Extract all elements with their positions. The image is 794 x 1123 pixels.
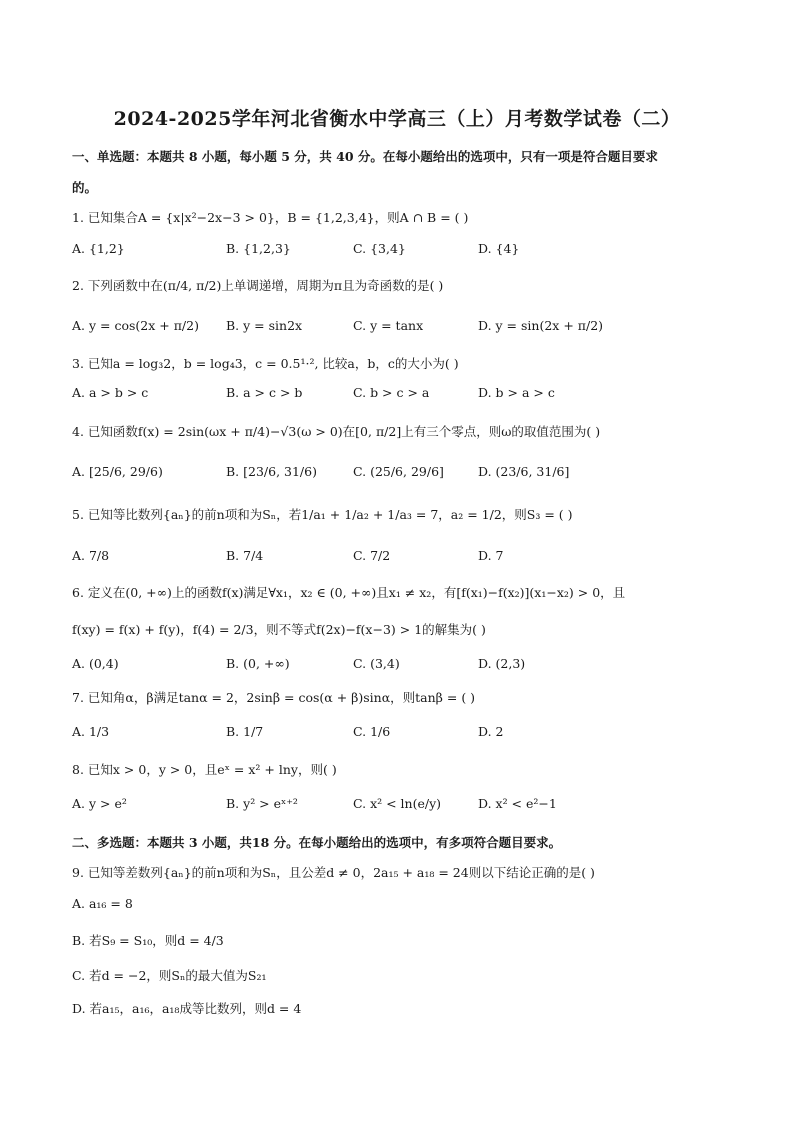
q3-option-c: C. b > c > a [353,385,430,400]
question-7-stem: 7. 已知角α，β满足tanα = 2，2sinβ = cos(α + β)sinα，则tanβ = ( ) [72,690,476,705]
q8-option-c: C. x² < ln(e/y) [353,796,442,811]
q4-option-a: A. [25/6, 29/6) [72,464,163,479]
q1-option-a: A. {1,2} [72,241,125,256]
section-2-header: 二、多选题：本题共 3 小题，共18 分。在每小题给出的选项中，有多项符合题目要求。 [72,835,562,850]
q8-option-b: B. y² > eˣ⁺² [226,796,298,811]
page-title: 2024-2025学年河北省衡水中学高三（上）月考数学试卷（二） [113,108,681,130]
q9-option-c: C. 若d = −2，则Sₙ的最大值为S₂₁ [72,968,267,983]
q4-option-c: C. (25/6, 29/6] [353,464,444,479]
question-9-stem: 9. 已知等差数列{aₙ}的前n项和为Sₙ，且公差d ≠ 0，2a₁₅ + a₁₈ = 24则以下结论正确的是( ) [72,865,595,880]
q5-option-a: A. 7/8 [72,548,110,563]
q2-option-c: C. y = tanx [353,318,424,333]
q8-option-d: D. x² < e²−1 [478,796,557,811]
question-3-stem: 3. 已知a = log₃2，b = log₄3，c = 0.5¹·², 比较a，b，c的大小为( ) [72,356,459,371]
section-1-header-cont: 的。 [72,180,98,195]
section-1-header: 一、单选题：本题共 8 小题，每小题 5 分，共 40 分。在每小题给出的选项中，只有一项是符合题目要求 [72,149,658,164]
q1-option-d: D. {4} [478,241,520,256]
q5-option-b: B. 7/4 [226,548,264,563]
q5-option-c: C. 7/2 [353,548,391,563]
q3-option-a: A. a > b > c [72,385,149,400]
q2-option-d: D. y = sin(2x + π/2) [478,318,604,333]
q7-option-d: D. 2 [478,724,504,739]
q1-option-c: C. {3,4} [353,241,406,256]
question-2-stem: 2. 下列函数中在(π/4, π/2)上单调递增，周期为π且为奇函数的是( ) [72,278,444,293]
q1-option-b: B. {1,2,3} [226,241,291,256]
question-8-stem: 8. 已知x > 0，y > 0，且eˣ = x² + lny，则( ) [72,762,337,777]
q6-option-d: D. (2,3) [478,656,526,671]
q4-option-b: B. [23/6, 31/6) [226,464,317,479]
question-6-stem-cont: f(xy) = f(x) + f(y)，f(4) = 2/3，则不等式f(2x)−f(x−3) > 1的解集为( ) [72,622,486,637]
q8-option-a: A. y > e² [72,796,127,811]
question-6-stem: 6. 定义在(0, +∞)上的函数f(x)满足∀x₁，x₂ ∈ (0, +∞)且x₁ ≠ x₂，有[f(x₁)−f(x₂)](x₁−x₂) > 0，且 [72,585,626,600]
q3-option-d: D. b > a > c [478,385,555,400]
question-5-stem: 5. 已知等比数列{aₙ}的前n项和为Sₙ，若1/a₁ + 1/a₂ + 1/a₃ = 7，a₂ = 1/2，则S₃ = ( ) [72,507,573,522]
question-1-stem: 1. 已知集合A = {x|x²−2x−3 > 0}，B = {1,2,3,4}，则A ∩ B = ( ) [72,210,469,225]
q2-option-b: B. y = sin2x [226,318,303,333]
q9-option-d: D. 若a₁₅，a₁₆，a₁₈成等比数列，则d = 4 [72,1001,302,1016]
q9-option-a: A. a₁₆ = 8 [72,896,133,911]
question-4-stem: 4. 已知函数f(x) = 2sin(ωx + π/4)−√3(ω > 0)在[0, π/2]上有三个零点，则ω的取值范围为( ) [72,424,601,439]
q2-option-a: A. y = cos(2x + π/2) [72,318,199,333]
q6-option-c: C. (3,4) [353,656,400,671]
q9-option-b: B. 若S₉ = S₁₀，则d = 4/3 [72,933,224,948]
q3-option-b: B. a > c > b [226,385,303,400]
q7-option-a: A. 1/3 [72,724,110,739]
q4-option-d: D. (23/6, 31/6] [478,464,570,479]
q7-option-c: C. 1/6 [353,724,391,739]
q6-option-b: B. (0, +∞) [226,656,290,671]
q7-option-b: B. 1/7 [226,724,264,739]
q5-option-d: D. 7 [478,548,504,563]
q6-option-a: A. (0,4) [72,656,119,671]
